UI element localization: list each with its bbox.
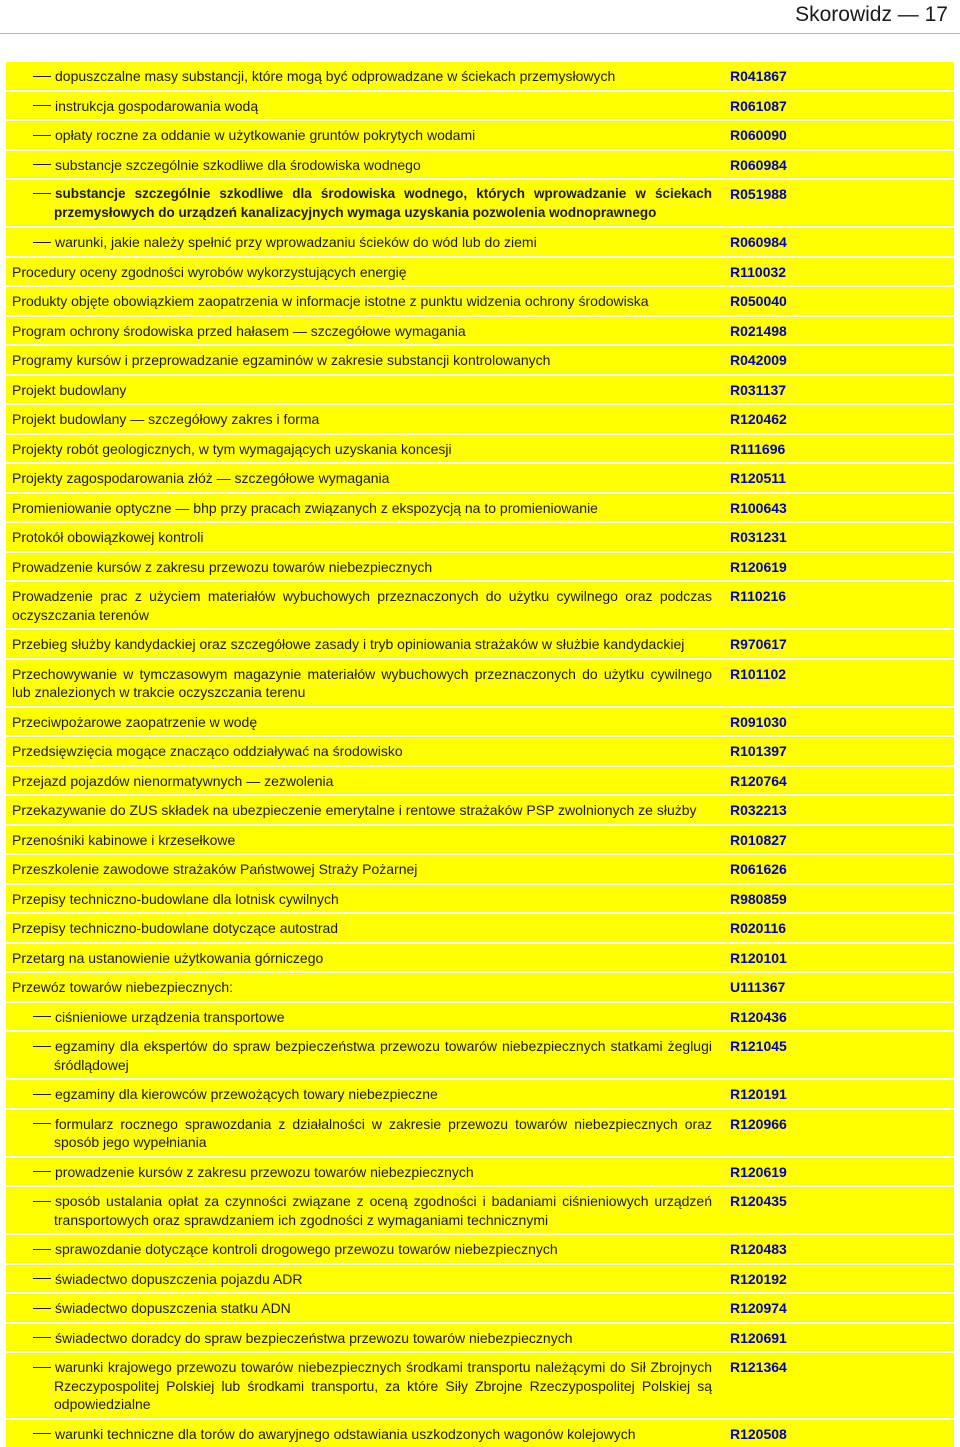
index-entry	[6, 630, 726, 658]
index-row	[6, 492, 954, 522]
index-row	[6, 853, 954, 883]
reference-code-link[interactable]: R120619	[726, 553, 954, 581]
index-row	[6, 433, 954, 463]
entry-text: Przewóz towarów niebezpiecznych:	[12, 979, 233, 995]
index-entry	[6, 944, 726, 972]
page-title: Skorowidz — 17	[795, 3, 948, 27]
dash-marker	[33, 76, 51, 77]
index-row	[6, 462, 954, 492]
index-entry	[6, 826, 726, 854]
dash-marker	[33, 193, 51, 194]
entry-text: substancje szczególnie szkodliwe dla środowiska wodnego	[55, 157, 421, 173]
entry-text: dopuszczalne masy substancji, które mogą być odprowadzane w ściekach przemysłowych	[55, 68, 615, 84]
reference-code-link[interactable]: R120435	[726, 1187, 954, 1233]
index-subentry	[6, 1110, 726, 1156]
reference-code-link[interactable]: R120619	[726, 1158, 954, 1186]
index-row	[6, 403, 954, 433]
entry-text: Produkty objęte obowiązkiem zaopatrzenia w informacje istotne z punktu widzenia ochrony środowiska	[12, 293, 649, 309]
entry-text: warunki techniczne dla torów do awaryjnego odstawiania uszkodzonych wagonów kolejowych	[55, 1426, 636, 1442]
index-entry	[6, 317, 726, 345]
index-entry	[6, 258, 726, 286]
reference-code-link[interactable]: R970617	[726, 630, 954, 658]
reference-code-link[interactable]: R120511	[726, 464, 954, 492]
reference-code-link[interactable]: R101397	[726, 737, 954, 765]
index-row	[6, 256, 954, 286]
reference-code-link[interactable]: R050040	[726, 287, 954, 315]
index-row	[6, 1185, 954, 1233]
index-subentry	[6, 1265, 726, 1293]
dash-marker	[33, 1171, 51, 1172]
entry-text: Przeszkolenie zawodowe strażaków Państwowej Straży Pożarnej	[12, 861, 417, 877]
entry-text: Przedsięwzięcia mogące znacząco oddziaływać na środowisko	[12, 743, 403, 759]
reference-code-link[interactable]: R021498	[726, 317, 954, 345]
entry-text: warunki, jakie należy spełnić przy wprowadzaniu ścieków do wód lub do ziemi	[55, 234, 537, 250]
index-row	[6, 1030, 954, 1078]
index-row	[6, 1108, 954, 1156]
index-subentry	[6, 1324, 726, 1352]
reference-code-link[interactable]: R120192	[726, 1265, 954, 1293]
index-entry	[6, 914, 726, 942]
entry-text: egzaminy dla kierowców przewożących towary niebezpieczne	[55, 1086, 438, 1102]
reference-code-link[interactable]: R120462	[726, 405, 954, 433]
reference-code-link[interactable]: R100643	[726, 494, 954, 522]
index-row	[6, 315, 954, 345]
index-entry	[6, 582, 726, 628]
index-subentry	[6, 1032, 726, 1078]
dash-marker	[33, 1278, 51, 1279]
index-row	[6, 119, 954, 149]
index-entry	[6, 553, 726, 581]
entry-text: Prowadzenie prac z użyciem materiałów wybuchowych przeznaczonych do użytku cywilnego oraz podczas oczyszczania terenów	[12, 588, 712, 623]
index-row	[6, 1233, 954, 1263]
dash-marker	[33, 1123, 51, 1124]
index-subentry	[6, 228, 726, 256]
reference-code-link[interactable]: R031137	[726, 376, 954, 404]
reference-code-link[interactable]: R121364	[726, 1353, 954, 1418]
reference-code-link[interactable]: R061626	[726, 855, 954, 883]
reference-code-link[interactable]: R120691	[726, 1324, 954, 1352]
reference-code-link[interactable]: U111367	[726, 973, 954, 1001]
entry-text: sprawozdanie dotyczące kontroli drogowego przewozu towarów niebezpiecznych	[55, 1241, 558, 1257]
index-entry	[6, 767, 726, 795]
index-row	[6, 942, 954, 972]
index-row	[6, 883, 954, 913]
reference-code-link[interactable]: R110032	[726, 258, 954, 286]
index-row	[6, 1156, 954, 1186]
dash-marker	[33, 1249, 51, 1250]
page-header	[0, 0, 960, 34]
index-entry	[6, 287, 726, 315]
index-entry	[6, 660, 726, 706]
reference-code-link[interactable]: R121045	[726, 1032, 954, 1078]
entry-text: Przechowywanie w tymczasowym magazynie materiałów wybuchowych przeznaczonych do użytku cywilnego lub znalezionych w trakcie oczyszczania terenu	[12, 666, 712, 701]
dash-marker	[33, 1201, 51, 1202]
reference-code-link[interactable]: R060984	[726, 228, 954, 256]
reference-code-link[interactable]: R120508	[726, 1420, 954, 1447]
entry-text: opłaty roczne za oddanie w użytkowanie gruntów pokrytych wodami	[55, 127, 475, 143]
reference-code-link[interactable]: R041867	[726, 62, 954, 90]
entry-text: Program ochrony środowiska przed hałasem — szczegółowe wymagania	[12, 323, 466, 339]
index-row	[6, 149, 954, 179]
dash-marker	[33, 1433, 51, 1434]
index-subentry	[6, 121, 726, 149]
index-row	[6, 735, 954, 765]
entry-text: prowadzenie kursów z zakresu przewozu towarów niebezpiecznych	[55, 1164, 474, 1180]
index-row	[6, 912, 954, 942]
reference-code-link[interactable]: R980859	[726, 885, 954, 913]
index-entry	[6, 708, 726, 736]
index-row	[6, 1418, 954, 1447]
entry-text: świadectwo doradcy do spraw bezpieczeństwa przewozu towarów niebezpiecznych	[55, 1330, 573, 1346]
index-row	[6, 971, 954, 1001]
entry-text: Procedury oceny zgodności wyrobów wykorzystujących energię	[12, 264, 407, 280]
index-subentry	[6, 151, 726, 179]
dash-marker	[33, 1337, 51, 1338]
entry-text: Przekazywanie do ZUS składek na ubezpieczenie emerytalne i rentowe strażaków PSP zwolnionych ze służby	[12, 802, 697, 818]
index-entry	[6, 885, 726, 913]
index-subentry	[6, 62, 726, 90]
reference-code-link[interactable]: R120966	[726, 1110, 954, 1156]
entry-text: Przenośniki kabinowe i krzesełkowe	[12, 832, 235, 848]
entry-text: substancje szczególnie szkodliwe dla środowiska wodnego, których wprowadzanie w ściekach przemysłowych do urządzeń kanalizacyjnych wymaga uzyskania pozwolenia wodnoprawnego	[54, 186, 712, 220]
entry-text: Promieniowanie optyczne — bhp przy pracach związanych z ekspozycją na to promieniowanie	[12, 500, 598, 516]
index-entry	[6, 376, 726, 404]
reference-code-link[interactable]: R120764	[726, 767, 954, 795]
dash-marker	[33, 1308, 51, 1309]
entry-text: egzaminy dla ekspertów do spraw bezpieczeństwa przewozu towarów niebezpiecznych statkami żeglugi śródlądowej	[54, 1038, 712, 1073]
index-row	[6, 1351, 954, 1418]
index-subentry	[6, 1003, 726, 1031]
entry-text: Przeciwpożarowe zaopatrzenie w wodę	[12, 714, 257, 730]
index-row	[6, 658, 954, 706]
reference-code-link[interactable]: R091030	[726, 708, 954, 736]
dash-marker	[33, 1367, 51, 1368]
index-row	[6, 1263, 954, 1293]
dash-marker	[33, 135, 51, 136]
reference-code-link[interactable]: R032213	[726, 796, 954, 824]
entry-text: Przepisy techniczno-budowlane dotyczące autostrad	[12, 920, 338, 936]
entry-text: Przetarg na ustanowienie użytkowania górniczego	[12, 950, 323, 966]
reference-code-link[interactable]: R111696	[726, 435, 954, 463]
dash-marker	[33, 1046, 51, 1047]
index-subentry	[6, 1187, 726, 1233]
index-row	[6, 1292, 954, 1322]
index-row	[6, 344, 954, 374]
index-row	[6, 521, 954, 551]
dash-marker	[33, 1016, 51, 1017]
index-subentry	[6, 180, 726, 226]
entry-text: Prowadzenie kursów z zakresu przewozu towarów niebezpiecznych	[12, 559, 432, 575]
index-row	[6, 1322, 954, 1352]
index-row	[6, 706, 954, 736]
entry-text: Programy kursów i przeprowadzanie egzaminów w zakresie substancji kontrolowanych	[12, 352, 550, 368]
index-row	[6, 178, 954, 226]
index-entry	[6, 796, 726, 824]
index-row	[6, 90, 954, 120]
reference-code-link[interactable]: R042009	[726, 346, 954, 374]
entry-text: świadectwo dopuszczenia statku ADN	[55, 1300, 291, 1316]
index-row	[6, 226, 954, 256]
entry-text: warunki krajowego przewozu towarów niebezpiecznych środkami transportu należącymi do Sił Zbrojnych Rzeczypospolitej Polskiej lub środkami transportu, za które Siły Zbrojne Rzeczypospolitej Polskiej są odpowiedzialne	[54, 1359, 712, 1412]
index-subentry	[6, 1158, 726, 1186]
index-entry	[6, 855, 726, 883]
index-row	[6, 628, 954, 658]
entry-text: sposób ustalania opłat za czynności związane z oceną zgodności i badaniami ciśnieniowych urządzeń transportowych oraz sprawdzaniem ich zgodności z wymaganiami technicznymi	[54, 1193, 712, 1228]
entry-text: Projekt budowlany — szczegółowy zakres i forma	[12, 411, 319, 427]
reference-code-link[interactable]: R120483	[726, 1235, 954, 1263]
reference-code-link[interactable]: R120191	[726, 1080, 954, 1108]
entry-text: Przejazd pojazdów nienormatywnych — zezwolenia	[12, 773, 333, 789]
index-entry	[6, 973, 726, 1001]
reference-code-link[interactable]: R010827	[726, 826, 954, 854]
index-entry	[6, 523, 726, 551]
entry-text: instrukcja gospodarowania wodą	[55, 98, 258, 114]
index-entry	[6, 405, 726, 433]
index-row	[6, 62, 954, 90]
index-subentry	[6, 1235, 726, 1263]
dash-marker	[33, 105, 51, 106]
index-entry	[6, 494, 726, 522]
index-row	[6, 285, 954, 315]
entry-text: Projekt budowlany	[12, 382, 126, 398]
reference-code-link[interactable]: R110216	[726, 582, 954, 628]
index-subentry	[6, 92, 726, 120]
entry-text: Projekty robót geologicznych, w tym wymagających uzyskania koncesji	[12, 441, 452, 457]
index-entry	[6, 435, 726, 463]
index-row	[6, 1001, 954, 1031]
header-divider	[0, 33, 960, 34]
dash-marker	[33, 1094, 51, 1095]
index-subentry	[6, 1353, 726, 1418]
index-entry	[6, 346, 726, 374]
entry-text: Projekty zagospodarowania złóż — szczegółowe wymagania	[12, 470, 389, 486]
reference-code-link[interactable]: R120101	[726, 944, 954, 972]
entry-text: formularz rocznego sprawozdania z działalności w zakresie przewozu towarów niebezpiecznych oraz sposób jego wypełniania	[54, 1116, 712, 1151]
entry-text: Przepisy techniczno-budowlane dla lotnisk cywilnych	[12, 891, 339, 907]
reference-code-link[interactable]: R101102	[726, 660, 954, 706]
index-row	[6, 580, 954, 628]
index-row	[6, 824, 954, 854]
index-row	[6, 551, 954, 581]
index-entry	[6, 737, 726, 765]
dash-marker	[33, 242, 51, 243]
reference-code-link[interactable]: R061087	[726, 92, 954, 120]
index-entry	[6, 464, 726, 492]
reference-code-link[interactable]: R060984	[726, 151, 954, 179]
reference-code-link[interactable]: R120974	[726, 1294, 954, 1322]
index-row	[6, 374, 954, 404]
entry-text: Przebieg służby kandydackiej oraz szczegółowe zasady i tryb opiniowania strażaków w służbie kandydackiej	[12, 636, 684, 652]
entry-text: świadectwo dopuszczenia pojazdu ADR	[55, 1271, 302, 1287]
reference-code-link[interactable]: R031231	[726, 523, 954, 551]
entry-text: ciśnieniowe urządzenia transportowe	[55, 1009, 285, 1025]
index-row	[6, 794, 954, 824]
index-row	[6, 1078, 954, 1108]
index-subentry	[6, 1294, 726, 1322]
reference-code-link[interactable]: R060090	[726, 121, 954, 149]
index-subentry	[6, 1080, 726, 1108]
reference-code-link[interactable]: R051988	[726, 180, 954, 226]
index-table	[6, 62, 954, 1447]
index-row	[6, 765, 954, 795]
entry-text: Protokół obowiązkowej kontroli	[12, 529, 203, 545]
reference-code-link[interactable]: R020116	[726, 914, 954, 942]
reference-code-link[interactable]: R120436	[726, 1003, 954, 1031]
dash-marker	[33, 164, 51, 165]
